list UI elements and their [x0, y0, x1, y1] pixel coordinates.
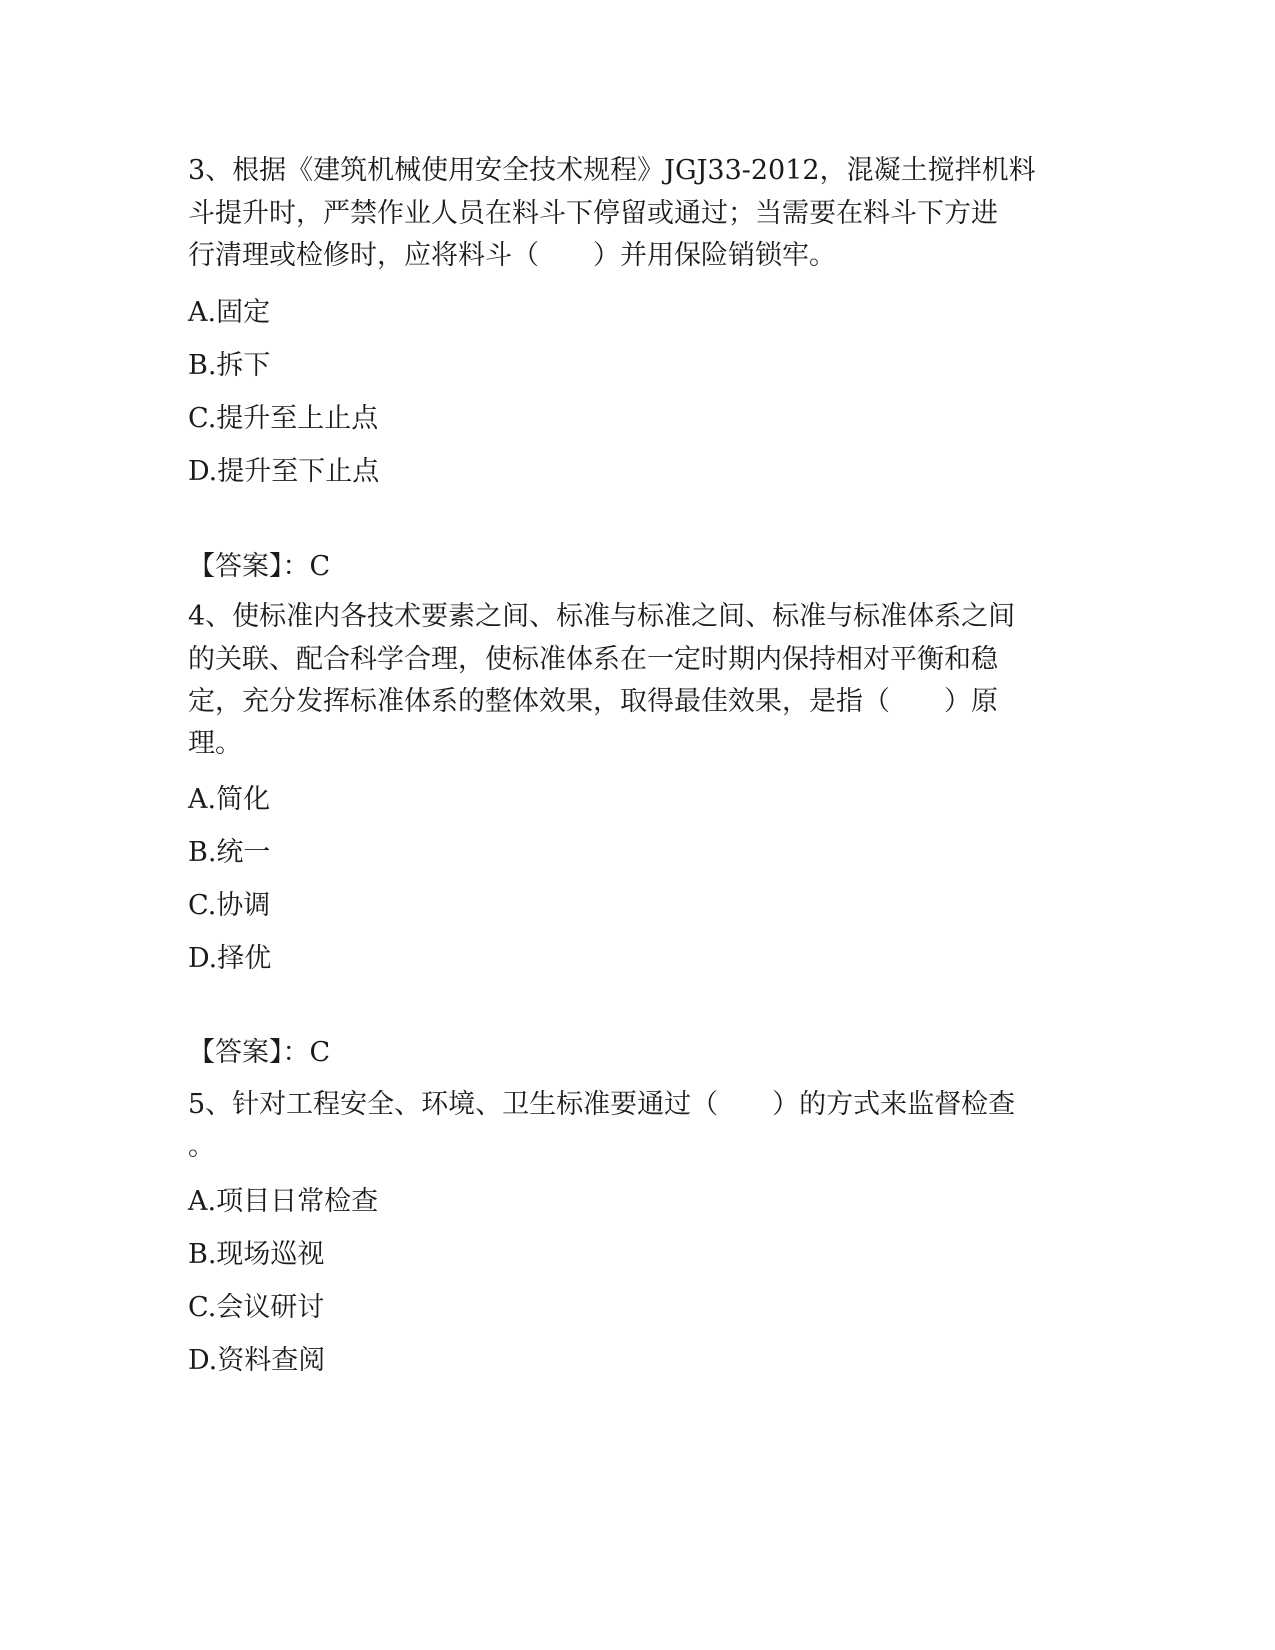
question-3-stem-line-2: 斗提升时，严禁作业人员在料斗下停留或通过；当需要在料斗下方进 [188, 198, 998, 229]
question-5-option-d: D.资料查阅 [188, 1345, 326, 1376]
question-5-option-a: A.项目日常检查 [188, 1186, 379, 1217]
question-3-option-d: D.提升至下止点 [188, 456, 380, 487]
question-4-stem-line-4: 理。 [188, 728, 242, 759]
question-4-option-b: B.统一 [188, 837, 271, 868]
question-3-option-c: C.提升至上止点 [188, 403, 379, 434]
question-4-stem-line-2: 的关联、配合科学合理，使标准体系在一定时期内保持相对平衡和稳 [188, 644, 998, 675]
question-4-stem-line-3: 定，充分发挥标准体系的整体效果，取得最佳效果，是指（ ）原 [188, 686, 998, 717]
question-5-stem-line-2: 。 [188, 1131, 215, 1162]
question-5-option-c: C.会议研讨 [188, 1292, 325, 1323]
question-4-option-a: A.简化 [188, 784, 271, 815]
question-3-option-b: B.拆下 [188, 350, 271, 381]
question-3-stem-line-1: 3、根据《建筑机械使用安全技术规程》JGJ33-2012，混凝土搅拌机料 [188, 155, 1036, 186]
question-3-option-a: A.固定 [188, 297, 271, 328]
question-5-stem-line-1: 5、针对工程安全、环境、卫生标准要通过（ ）的方式来监督检查 [188, 1089, 1016, 1120]
question-3-stem-line-3: 行清理或检修时，应将料斗（ ）并用保险销锁牢。 [188, 240, 836, 271]
question-3-answer: 【答案】：C [188, 551, 331, 582]
question-4-answer: 【答案】：C [188, 1037, 331, 1068]
question-4-option-c: C.协调 [188, 890, 271, 921]
question-4-stem-line-1: 4、使标准内各技术要素之间、标准与标准之间、标准与标准体系之间 [188, 601, 1016, 632]
question-4-option-d: D.择优 [188, 943, 272, 974]
question-5-option-b: B.现场巡视 [188, 1239, 325, 1270]
